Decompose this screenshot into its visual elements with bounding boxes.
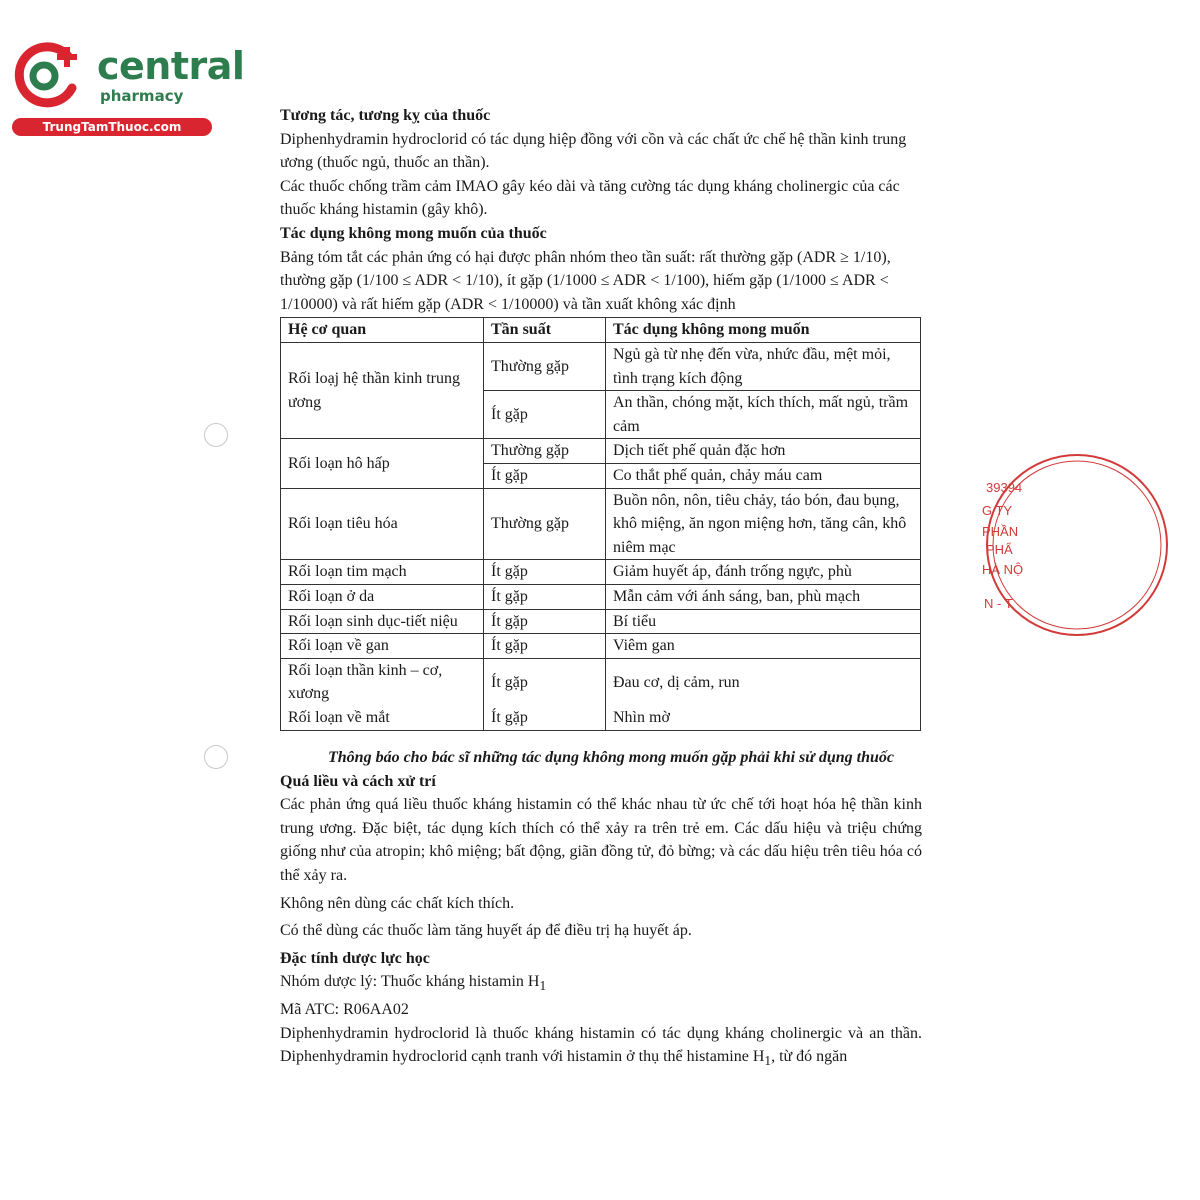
overdose-heading: Quá liều và cách xử trí: [280, 772, 436, 790]
table-cell-system: Rối loạn sinh dục-tiết niệu: [281, 609, 484, 634]
subscript: 1: [764, 1053, 772, 1069]
table-cell-frequency: Ít gặp: [484, 658, 606, 706]
overdose-paragraph-1: Các phản ứng quá liều thuốc kháng histamin có thể khác nhau từ ức chế tới hoạt hóa hệ thần kinh trung ương. Đặc biệt, tác dụng kích thích có thể xảy ra trên trẻ em. Các dấu hiệu và triệu chứng giống như của atropin; khô miệng; bất động, giãn đồng tử, đỏ bừng; và các dấu hiệu trên tiêu hóa có thể xảy ra.: [280, 796, 922, 884]
table-header: Tần suất: [484, 318, 606, 343]
table-cell-effect: Co thắt phế quản, chảy máu cam: [606, 463, 921, 488]
table-header-row: [281, 318, 921, 343]
table-cell-system: Rối loạn ở da: [281, 584, 484, 609]
pharmacological-group-label: Nhóm dược lý: Thuốc kháng histamin H: [280, 973, 540, 991]
pharmacy-cross-logo-icon: [10, 38, 90, 110]
table-cell-system: Rối loạn hô hấp: [281, 439, 484, 488]
pharmacodynamics-heading: Đặc tính dược lực học: [280, 949, 430, 967]
adverse-effects-table: [280, 317, 921, 731]
table-cell-effect: An thần, chóng mặt, kích thích, mất ngủ, trầm cảm: [606, 391, 921, 439]
doctor-notice: Thông báo cho bác sĩ những tác dụng không mong muốn gặp phải khi sử dụng thuốc: [328, 749, 894, 766]
table-row: [281, 439, 921, 464]
stamp-line: G TY: [982, 503, 1013, 518]
brand-name: central: [97, 44, 245, 88]
table-cell-frequency: Ít gặp: [484, 560, 606, 585]
table-cell-frequency: Ít gặp: [484, 391, 606, 439]
document-body: [280, 104, 922, 316]
company-stamp: [982, 470, 1024, 620]
table-cell-frequency: Thường gặp: [484, 343, 606, 391]
table-row: [281, 488, 921, 560]
table-cell-frequency: Thường gặp: [484, 439, 606, 464]
table-cell-frequency: Ít gặp: [484, 634, 606, 659]
subscript: 1: [539, 978, 547, 994]
interactions-paragraph-1: Diphenhydramin hydroclorid có tác dụng hiệp đồng với cồn và các chất ức chế hệ thần kinh trung ương (thuốc ngủ, thuốc an thần).: [280, 130, 907, 172]
stamp-line: 39394: [986, 480, 1023, 495]
table-row: [281, 658, 921, 706]
table-cell-system: Rối loạn về gan: [281, 634, 484, 659]
atc-code: Mã ATC: R06AA02: [280, 1001, 409, 1019]
central-pharmacy-logo: [10, 38, 245, 138]
table-row: [281, 343, 921, 391]
overdose-paragraph-3: Có thể dùng các thuốc làm tăng huyết áp để điều trị hạ huyết áp.: [280, 922, 692, 940]
table-header: Hệ cơ quan: [281, 318, 484, 343]
table-cell-frequency: Ít gặp: [484, 463, 606, 488]
table-cell-effect: Dịch tiết phế quản đặc hơn: [606, 439, 921, 464]
interactions-paragraph-2: Các thuốc chống trầm cảm IMAO gây kéo dài và tăng cường tác dụng kháng cholinergic của các thuốc kháng histamin (gây khô).: [280, 177, 900, 219]
table-cell-effect: Đau cơ, dị cảm, run: [606, 658, 921, 706]
table-cell-frequency: Ít gặp: [484, 706, 606, 730]
table-cell-effect: Giảm huyết áp, đánh trống ngực, phù: [606, 560, 921, 585]
table-cell-effect: Viêm gan: [606, 634, 921, 659]
pharmacodynamics-text: Diphenhydramin hydroclorid là thuốc kháng histamin có tác dụng kháng cholinergic và an thần. Diphenhydramin hydroclorid cạnh tranh với histamin ở thụ thể histamine H: [280, 1024, 922, 1066]
adverse-effects-heading: Tác dụng không mong muốn của thuốc: [280, 224, 547, 242]
table-cell-frequency: Thường gặp: [484, 488, 606, 560]
table-cell-system: Rối loạn về mắt: [281, 706, 484, 730]
pharmacodynamics-paragraph: [280, 1022, 922, 1073]
table-cell-effect: Bí tiểu: [606, 609, 921, 634]
stamp-line: PHẨ: [986, 542, 1013, 557]
stamp-line: HÀ NỘ: [982, 562, 1024, 577]
pharmacodynamics-text-end: , từ đó ngăn: [771, 1048, 848, 1066]
adverse-effects-intro: Bảng tóm tắt các phản ứng có hại được phân nhóm theo tần suất: rất thường gặp (ADR ≥ 1/10), thường gặp (1/100 ≤ ADR < 1/10), ít gặp (1/1000 ≤ ADR < 1/100), hiếm gặp (1/1000 ≤ ADR < 1/10000) và rất hiếm gặp (ADR < 1/10000) và tần xuất không xác định: [280, 248, 891, 313]
table-cell-effect: Buồn nôn, nôn, tiêu chảy, táo bón, đau bụng, khô miệng, ăn ngon miệng hơn, tăng cân, khô niêm mạc: [606, 488, 921, 560]
table-cell-effect: Ngủ gà từ nhẹ đến vừa, nhức đầu, mệt mỏi, tình trạng kích động: [606, 343, 921, 391]
table-row: [281, 706, 921, 730]
table-row: [281, 584, 921, 609]
brand-tagline: pharmacy: [100, 87, 184, 105]
table-cell-system: Rối loạn tim mạch: [281, 560, 484, 585]
pharmacological-group: [280, 970, 922, 998]
stamp-line: PHẦN: [982, 524, 1019, 539]
table-row: [281, 609, 921, 634]
overdose-paragraph-2: Không nên dùng các chất kích thích.: [280, 894, 515, 912]
table-cell-frequency: Ít gặp: [484, 584, 606, 609]
table-cell-effect: Mẫn cảm với ánh sáng, ban, phù mạch: [606, 584, 921, 609]
table-cell-system: Rối loạn thần kinh – cơ, xương: [281, 658, 484, 706]
table-row: [281, 634, 921, 659]
table-cell-frequency: Ít gặp: [484, 609, 606, 634]
brand-website-badge: TrungTamThuoc.com: [12, 118, 212, 136]
table-cell-system: Rối loạn tiêu hóa: [281, 488, 484, 560]
table-cell-effect: Nhìn mờ: [606, 706, 921, 730]
document-lower-section: [280, 746, 922, 1073]
stamp-line: N - T: [984, 596, 1013, 611]
table-row: [281, 560, 921, 585]
table-header: Tác dụng không mong muốn: [606, 318, 921, 343]
interactions-heading: Tương tác, tương kỵ của thuốc: [280, 107, 491, 124]
table-cell-system: Rối loạj hệ thần kinh trung ương: [281, 343, 484, 439]
punch-hole: [204, 745, 228, 769]
punch-hole: [204, 423, 228, 447]
